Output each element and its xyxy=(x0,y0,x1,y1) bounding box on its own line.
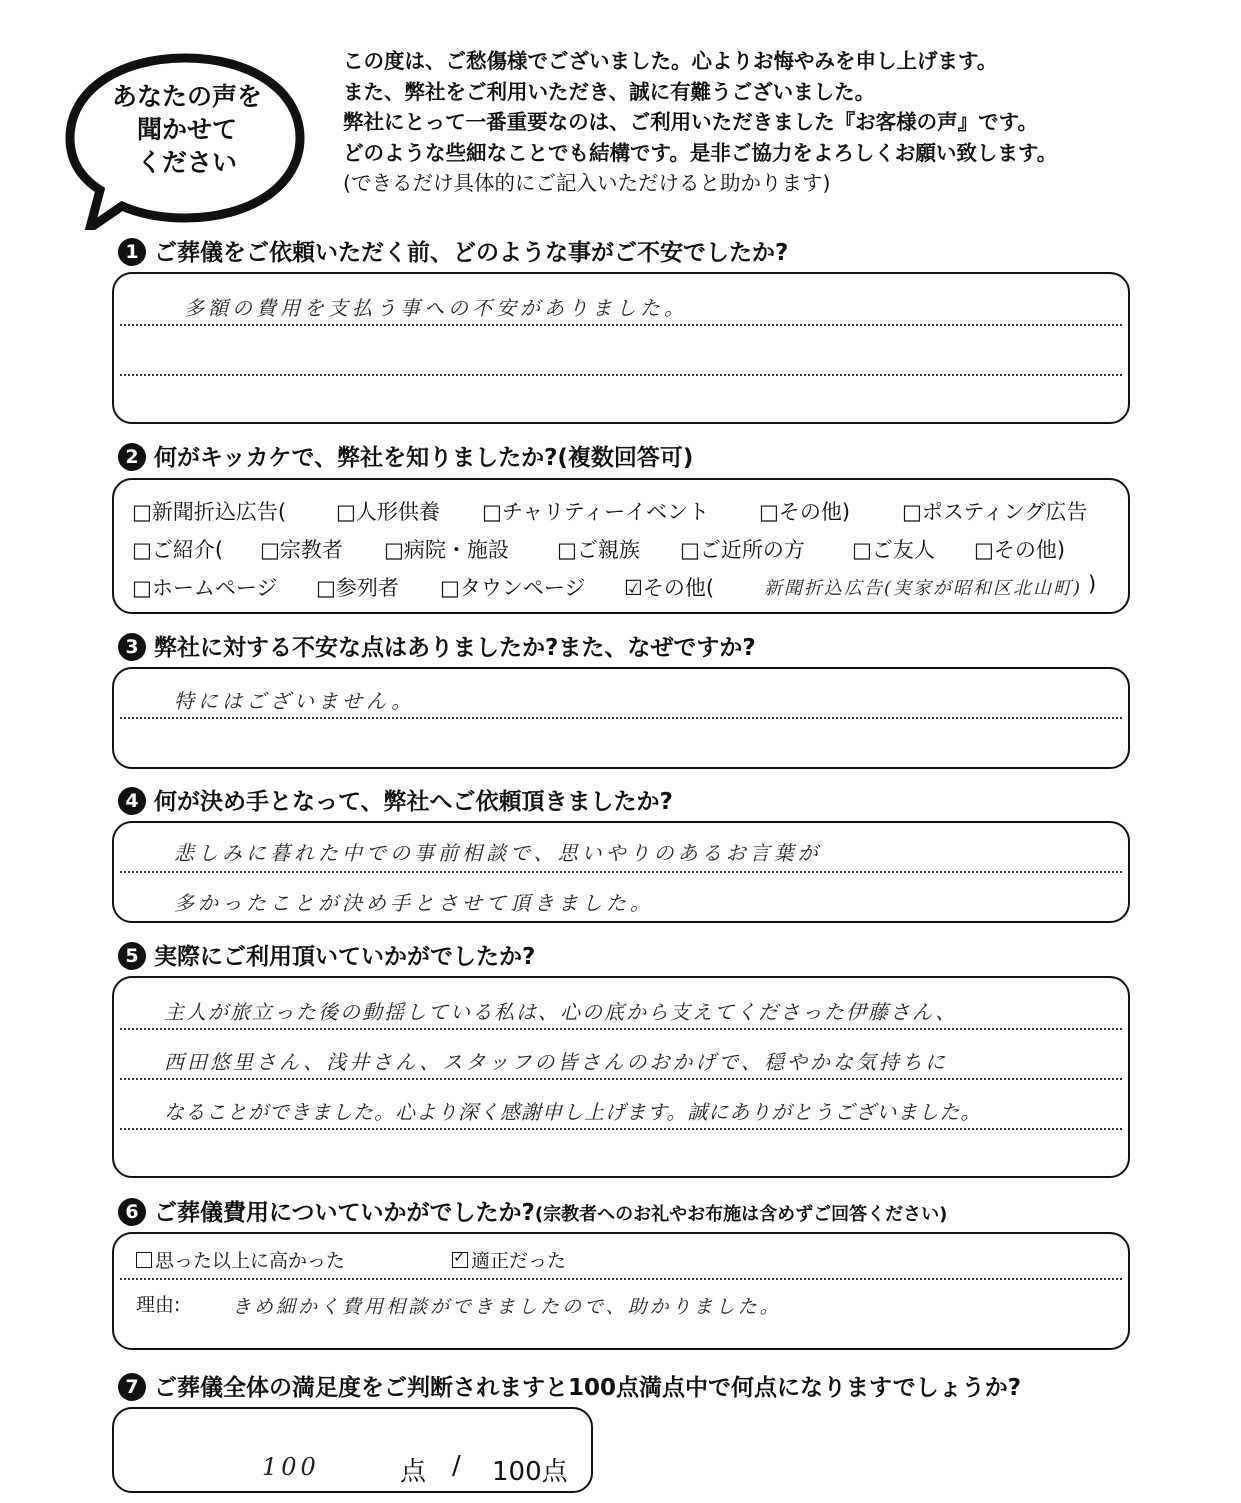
bubble-line: ください xyxy=(136,148,237,177)
option-homepage[interactable]: □ホームページ xyxy=(132,576,278,600)
question-number-badge: 3 xyxy=(118,633,146,661)
score-slash: / xyxy=(452,1451,461,1481)
intro-line: (できるだけ具体的にご記入いただけると助かります) xyxy=(343,171,831,195)
bubble-line: 聞かせて xyxy=(136,115,237,144)
intro-line: この度は、ご愁傷様でございました。心よりお悔やみを申し上げます。 xyxy=(343,49,998,73)
question-number-badge: 4 xyxy=(118,787,146,815)
score-box[interactable] xyxy=(112,1407,593,1493)
question-3-answer-box[interactable] xyxy=(112,667,1130,769)
option-other-1[interactable]: □その他) xyxy=(759,500,851,524)
question-1-answer-box[interactable] xyxy=(112,272,1130,424)
question-6-title: ご葬儀費用についていかがでしたか? xyxy=(154,1200,535,1226)
question-5-heading xyxy=(118,942,535,972)
ruled-line xyxy=(120,1028,1122,1030)
question-number-badge: 1 xyxy=(118,238,146,266)
question-7-title: ご葬儀全体の満足度をご判断されますと100点満点中で何点になりますでしょうか? xyxy=(154,1375,1022,1401)
reason-label: 理由: xyxy=(136,1294,181,1316)
handwritten-answer: 主人が旅立った後の動揺している私は、心の底から支えてくださった伊藤さん、 xyxy=(164,1000,958,1024)
ruled-line xyxy=(120,1128,1122,1130)
ruled-line xyxy=(120,717,1122,719)
handwritten-answer: 多額の費用を支払う事への不安がありました。 xyxy=(184,296,688,320)
question-number-badge: 6 xyxy=(118,1198,146,1226)
checkbox-icon[interactable] xyxy=(136,1252,152,1268)
question-2-options-box xyxy=(112,478,1130,614)
question-4-title: 何が決め手となって、弊社へご依頼頂きましたか? xyxy=(154,789,673,815)
question-5-answer-box[interactable] xyxy=(112,976,1130,1178)
option-doll-memorial[interactable]: □人形供養 xyxy=(336,500,440,524)
score-unit: 点 xyxy=(400,1457,427,1487)
question-5-title: 実際にご利用頂いていかがでしたか? xyxy=(154,944,536,970)
question-1-title: ご葬儀をご依頼いただく前、どのような事がご不安でしたか? xyxy=(154,240,789,266)
question-3-title: 弊社に対する不安な点はありましたか?また、なぜですか? xyxy=(154,635,756,661)
question-2-heading xyxy=(118,443,693,473)
intro-message xyxy=(343,46,1223,199)
bubble-heading xyxy=(92,80,282,179)
handwritten-answer: 悲しみに暮れた中での事前相談で、思いやりのあるお言葉が xyxy=(174,841,822,865)
option-other-3-checked[interactable]: ☑その他( xyxy=(624,576,715,600)
question-6-heading xyxy=(118,1198,947,1230)
question-6-answer-box xyxy=(112,1232,1130,1350)
bubble-line: あなたの声を xyxy=(111,82,262,111)
handwritten-answer: 西田悠里さん、浅井さん、スタッフの皆さんのおかげで、穏やかな気持ちに xyxy=(164,1050,948,1074)
option-town-page[interactable]: □タウンページ xyxy=(440,576,586,600)
option-too-expensive[interactable]: 思った以上に高かった xyxy=(136,1246,345,1273)
ruled-line xyxy=(120,1078,1122,1080)
option-other-2[interactable]: □その他) xyxy=(974,538,1066,562)
question-7-heading xyxy=(118,1373,1021,1403)
handwritten-reason[interactable]: きめ細かく費用相談ができましたので、助かりました。 xyxy=(232,1296,782,1318)
question-2-title: 何がキッカケで、弊社を知りましたか?(複数回答可) xyxy=(154,445,694,471)
handwritten-answer: なることができました。心より深く感謝申し上げます。誠にありがとうございました。 xyxy=(164,1100,982,1124)
question-4-answer-box[interactable] xyxy=(112,821,1130,923)
ruled-line xyxy=(120,871,1122,873)
option-friends[interactable]: □ご友人 xyxy=(852,538,935,562)
question-number-badge: 5 xyxy=(118,942,146,970)
intro-line: どのような些細なことでも結構です。是非ご協力をよろしくお願い致します。 xyxy=(343,140,1058,165)
ruled-line xyxy=(120,374,1122,376)
ruled-line xyxy=(120,1278,1122,1280)
ruled-line xyxy=(120,324,1122,326)
option-relatives[interactable]: □ご親族 xyxy=(557,538,640,562)
question-3-heading xyxy=(118,633,756,663)
handwritten-answer: 多かったことが決め手とさせて頂きました。 xyxy=(174,891,654,915)
option-reasonable[interactable]: ✓ 適正だった xyxy=(452,1246,566,1273)
option-referral[interactable]: □ご紹介( xyxy=(132,538,224,562)
question-number-badge: 7 xyxy=(118,1373,146,1401)
option-posting-ad[interactable]: □ポスティング広告 xyxy=(902,500,1088,524)
option-neighbors[interactable]: □ご近所の方 xyxy=(680,538,805,562)
option-attendee[interactable]: □参列者 xyxy=(316,576,399,600)
handwritten-answer: 特にはございません。 xyxy=(174,689,416,713)
handwritten-score: 100 xyxy=(262,1453,320,1481)
intro-line: また、弊社をご利用いただき、誠に有難うございました。 xyxy=(343,79,876,104)
option-charity-event[interactable]: □チャリティーイベント xyxy=(482,500,710,524)
question-number-badge: 2 xyxy=(118,443,146,471)
option-newspaper-insert[interactable]: □新聞折込広告( xyxy=(132,500,287,524)
checkbox-checked-icon[interactable] xyxy=(452,1252,468,1268)
close-paren: ) xyxy=(1088,572,1097,596)
question-1-heading xyxy=(118,238,788,268)
score-max: 100点 xyxy=(492,1457,568,1487)
option-religious[interactable]: □宗教者 xyxy=(260,538,343,562)
handwritten-other-answer: 新聞折込広告(実家が昭和区北山町) xyxy=(764,578,1083,599)
intro-line: 弊社にとって一番重要なのは、ご利用いただきました『お客様の声』です。 xyxy=(343,110,1038,134)
option-hospital[interactable]: □病院・施設 xyxy=(384,538,509,562)
question-6-note: (宗教者へのお礼やお布施は含めずご回答ください) xyxy=(534,1204,948,1225)
question-4-heading xyxy=(118,787,673,817)
